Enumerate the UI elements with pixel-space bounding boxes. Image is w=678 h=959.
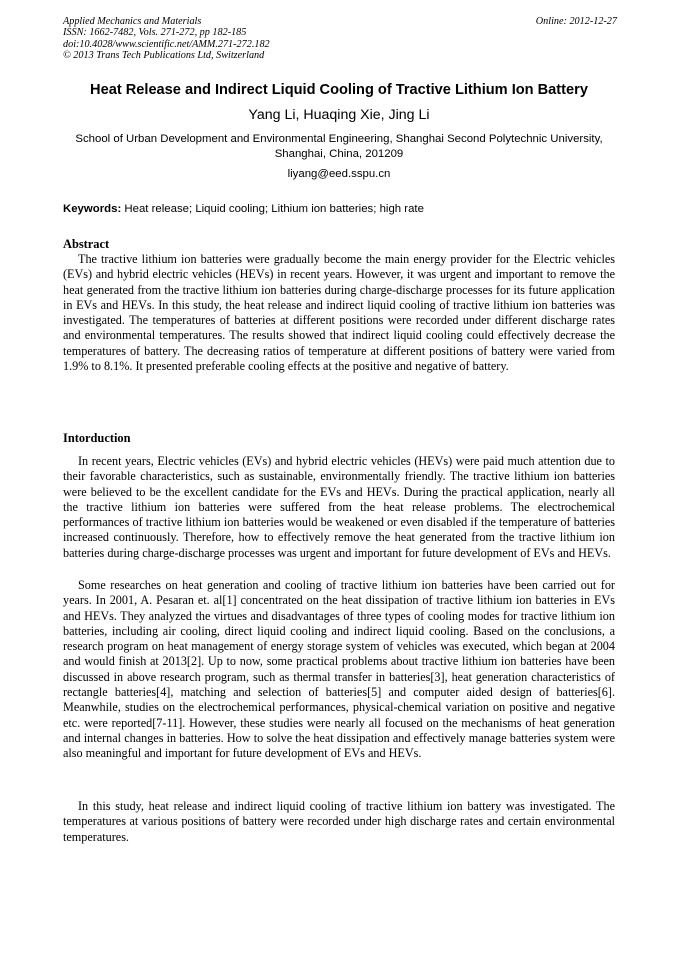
keywords-text: Heat release; Liquid cooling; Lithium ion batteries; high rate	[124, 203, 424, 215]
journal-copyright: © 2013 Trans Tech Publications Ltd, Switzerland	[63, 49, 265, 61]
journal-issn: ISSN: 1662-7482, Vols. 271-272, pp 182-185	[63, 27, 247, 39]
author-list: Yang Li, Huaqing Xie, Jing Li	[248, 107, 430, 123]
journal-name: Applied Mechanics and Materials	[63, 16, 202, 27]
journal-doi: doi:10.4028/www.scientific.net/AMM.271-272.182	[63, 38, 270, 50]
online-date: Online: 2012-12-27	[535, 16, 617, 27]
introduction-paragraph: In recent years, Electric vehicles (EVs) and hybrid electric vehicles (HEVs) were paid much attention due to their favorable characteristics, such as sustainable, environmentally friendly. The tractive lithium ion batteries were believed to be the excellent candidate for the EVs and HEVs. During the practical application, nearly all the tractive lithium ion batteries were suffered from the heat release problems. The electrochemical performances of tractive lithium ion batteries would be weakened or even disabled if the temperature of batteries increased continuously. Therefore, how to effectively remove the heat generated from the tractive lithium ion batteries during charge-discharge processes was urgent and important for future development of EVs and HEVs.	[63, 454, 615, 560]
abstract-heading: Abstract	[63, 237, 110, 251]
keywords	[63, 202, 615, 216]
abstract-paragraph: The tractive lithium ion batteries were gradually become the main energy provider for the Electric vehicles (EVs) and hybrid electric vehicles (HEVs) in recent years. However, it was urgent and important to remove the heat generated from the tractive lithium ion batteries during charge-discharge processes for its future application in EVs and HEVs. In this study, the heat release and indirect liquid cooling of tractive lithium ion batteries was investigated. The temperatures of batteries at different positions were recorded under different discharge rates and environmental temperatures. The results showed that indirect liquid cooling could effectively decrease the temperatures of battery. The decreasing ratios of temperature at different positions of battery were varied from 1.9% to 8.1%. It presented preferable cooling effects at the positive and negative of battery.	[63, 252, 615, 374]
introduction-paragraph: In this study, heat release and indirect liquid cooling of tractive lithium ion battery was investigated. The temperatures at various positions of battery were recorded under high discharge rates and certain environmental temperatures.	[63, 799, 615, 844]
affiliation: School of Urban Development and Environmental Engineering, Shanghai Second Polytechnic University, Shanghai, China, 201209	[75, 133, 603, 160]
introduction-paragraph: Some researches on heat generation and cooling of tractive lithium ion batteries have been carried out for years. In 2001, A. Pesaran et. al[1] concentrated on the heat dissipation of tractive lithium ion batteries in EVs and HEVs. They analyzed the virtues and disadvantages of three types of cooling modes for tractive lithium ion batteries, including air cooling, direct liquid cooling and indirect liquid cooling. Based on the conclusions, a research program on heat management of energy storage system of vehicles was executed, which began at 2004 and would finish at 2013[2]. Up to now, some practical problems about tractive lithium ion batteries have been discussed in above research program, such as thermal transfer in batteries[3], heat generation characteristics of rectangle batteries[4], matching and selection of batteries[5] and computer aided design of batteries[6]. Meanwhile, studies on the electrochemical performances, physical-chemical variation on positive and negative etc. were reported[7-11]. However, these studies were nearly all focused on the mechanisms of heat generation and internal changes in batteries. How to solve the heat dissipation and effectively manage batteries system were also meaningful and important for future development of EVs and HEVs.	[63, 578, 615, 761]
author-email: liyang@eed.sspu.cn	[287, 168, 391, 180]
journal-header	[63, 16, 617, 61]
paper-title: Heat Release and Indirect Liquid Cooling of Tractive Lithium Ion Battery	[90, 82, 588, 98]
introduction-heading: Intorduction	[63, 431, 131, 445]
keywords-label: Keywords:	[63, 203, 122, 215]
